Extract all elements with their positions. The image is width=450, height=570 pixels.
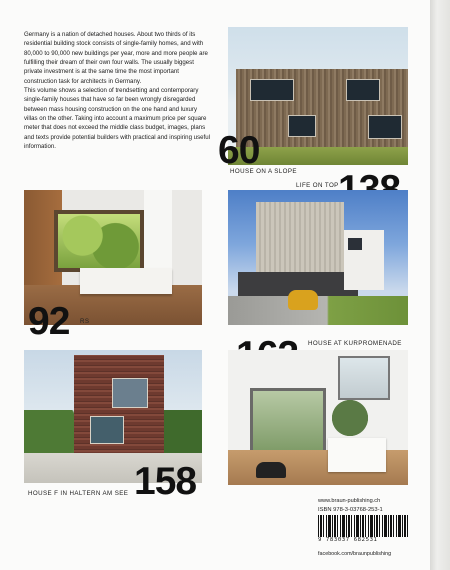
window [348, 238, 362, 250]
window [288, 115, 316, 137]
window [368, 115, 402, 139]
potted-tree [328, 394, 372, 442]
caption-house-f: HOUSE F IN HALTERN AM SEE [28, 490, 129, 497]
caption-life-on-top: LIFE ON TOP [296, 182, 339, 189]
intro-paragraph-2: This volume shows a selection of trendsetting and contemporary single-family houses that have so far been wrongly disregarded between mass housing construction on the one hand and luxury villas on the other. Taking into account a maximum price per square meter that does not exceed the middle class budget, images, plans and texts provide potential builders with practical and inspiring useful information. [24, 87, 211, 151]
page-number-house-on-a-slope: 60 [218, 129, 260, 172]
book-spine [430, 0, 450, 570]
window-view-trees [58, 214, 140, 268]
glass-doors [250, 388, 326, 456]
page-number-rs: 92 [28, 300, 70, 343]
photo-life-on-top [228, 190, 408, 325]
publisher-website: www.braun-publishing.ch [318, 498, 381, 504]
kitchen-island [328, 438, 386, 472]
barcode [318, 515, 408, 537]
caption-kurpromenade: HOUSE AT KURPROMENADE [308, 340, 402, 347]
window [250, 79, 294, 101]
page-number-house-f: 158 [134, 460, 197, 503]
window [112, 378, 148, 408]
intro-paragraph-1: Germany is a nation of detached houses. About two thirds of its residential building stock consists of single-family homes, and with 80,000 to 90,000 new buildings per year, more and more people are fulfilling their dream of their own four walls. The usually biggest private investment is at the same time the most important construction task for architects in Germany. [24, 31, 208, 85]
bed [80, 268, 172, 294]
driveway-lawn [228, 296, 408, 325]
photo-kurpromenade-interior [228, 350, 408, 485]
caption-rs: RS [80, 318, 90, 325]
window [90, 416, 124, 444]
intro-text [24, 30, 212, 151]
window [346, 79, 380, 101]
barcode-number: 9 783037 682531 [318, 537, 378, 543]
caption-house-on-a-slope: HOUSE ON A SLOPE [230, 168, 297, 175]
scooter [288, 290, 318, 310]
chair [256, 462, 286, 478]
isbn: ISBN 978-3-03768-253-1 [318, 507, 383, 513]
facebook-link: facebook.com/braunpublishing [318, 551, 392, 557]
